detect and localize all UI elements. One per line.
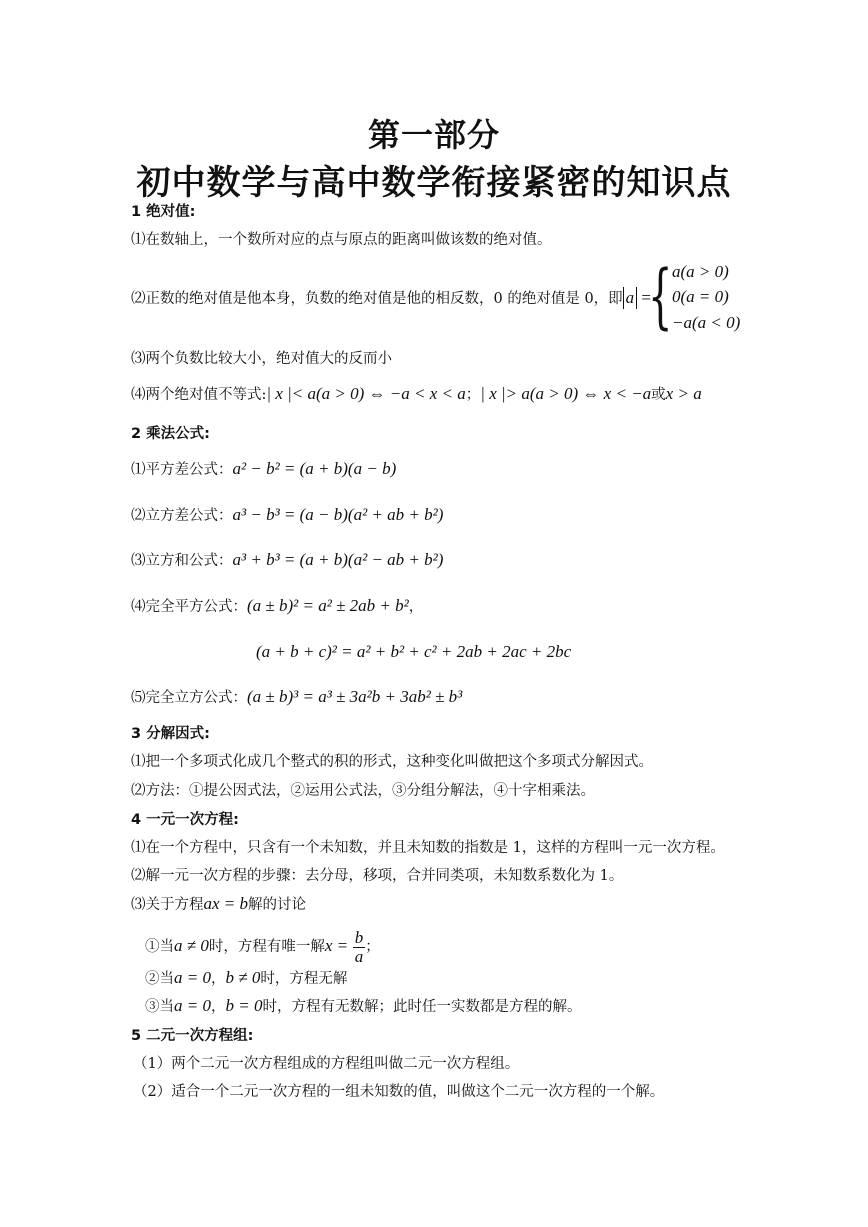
fraction-b-over-a bbox=[353, 929, 366, 966]
section-heading-linear-system: 5 二元一次方程组: bbox=[131, 1028, 254, 1044]
s4-item-2: ⑵解一元一次方程的步骤：去分母，移项，合并同类项，未知数系数化为 1。 bbox=[131, 868, 624, 884]
section-heading-linear-equation: 4 一元一次方程: bbox=[131, 812, 239, 828]
abs-a: a bbox=[623, 287, 638, 309]
s2-item-5 bbox=[131, 687, 462, 708]
s2-item-2 bbox=[131, 505, 443, 526]
s2-item-5-label: ⑸完全立方公式： bbox=[131, 690, 247, 706]
s5-item-2: （2）适合一个二元一次方程的一组未知数的值，叫做这个二元一次方程的一个解。 bbox=[133, 1084, 665, 1100]
section-heading-factorization: 3 分解因式: bbox=[131, 726, 210, 742]
s5-item-1: （1）两个二元一次方程组成的方程组叫做二元一次方程组。 bbox=[133, 1056, 520, 1072]
case-2-condition-a: a = 0 bbox=[174, 968, 211, 987]
s4-case-2 bbox=[145, 968, 347, 989]
case-3-suffix: 时，方程有无数解；此时任一实数都是方程的解。 bbox=[262, 999, 582, 1015]
comma: ， bbox=[408, 599, 424, 615]
separator: ； bbox=[465, 387, 481, 403]
case-1-prefix: ①当 bbox=[145, 939, 174, 955]
s2-item-4 bbox=[131, 596, 423, 617]
inequality-2: | x |> a(a > 0) ⇔ x < −a bbox=[480, 384, 652, 403]
case-negative: −a(a < 0) bbox=[672, 313, 741, 332]
s2-item-2-label: ⑵立方差公式： bbox=[131, 508, 233, 524]
piecewise-brace: { bbox=[648, 255, 673, 337]
page-title: 第一部分 bbox=[367, 116, 500, 154]
section-heading-multiplication: 2 乘法公式: bbox=[131, 426, 210, 442]
s2-item-3-label: ⑶立方和公式： bbox=[131, 553, 233, 569]
case-positive: a(a > 0) bbox=[672, 262, 729, 281]
s2-item-1 bbox=[131, 459, 396, 480]
perfect-cube-formula: (a ± b)³ = a³ ± 3a²b + 3ab² ± b³ bbox=[247, 687, 463, 706]
s1-item-4 bbox=[131, 384, 702, 405]
page-subtitle: 初中数学与高中数学衔接紧密的知识点 bbox=[136, 163, 732, 203]
s2-item-4-label: ⑷完全平方公式： bbox=[131, 599, 247, 615]
case-1-end: ； bbox=[365, 939, 380, 955]
case-2-prefix: ②当 bbox=[145, 971, 174, 987]
s1-item-2 bbox=[131, 287, 651, 309]
s4-item-3-suffix: 解的讨论 bbox=[248, 897, 307, 913]
difference-of-cubes-formula: a³ − b³ = (a − b)(a² + ab + b²) bbox=[232, 505, 444, 524]
s2-item-3 bbox=[131, 550, 443, 571]
s1-item-3: ⑶两个负数比较大小，绝对值大的反而小 bbox=[131, 351, 392, 367]
sum-of-cubes-formula: a³ + b³ = (a + b)(a² − ab + b²) bbox=[232, 550, 444, 569]
case-2-condition-b: b ≠ 0 bbox=[225, 968, 261, 987]
case-1-mid: 时，方程有唯一解 bbox=[208, 939, 325, 955]
difference-of-squares-formula: a² − b² = (a + b)(a − b) bbox=[232, 459, 397, 478]
fraction-denominator: a bbox=[354, 946, 364, 966]
equals-sign: = bbox=[637, 288, 652, 307]
or-word: 或 bbox=[651, 387, 666, 403]
case-3-condition-a: a = 0 bbox=[174, 996, 211, 1015]
fraction-numerator: b bbox=[354, 927, 364, 947]
s1-item-4-prefix: ⑷两个绝对值不等式: bbox=[131, 387, 267, 403]
s4-case-1 bbox=[145, 926, 380, 967]
case-3-condition-b: b = 0 bbox=[225, 996, 263, 1015]
case-zero: 0(a = 0) bbox=[672, 287, 729, 306]
s4-item-3-prefix: ⑶关于方程 bbox=[131, 897, 204, 913]
s4-item-1: ⑴在一个方程中，只含有一个未知数，并且未知数的指数是 1，这样的方程叫一元一次方程。 bbox=[131, 840, 725, 856]
equation-ax-b: ax = b bbox=[203, 894, 249, 913]
case-3-prefix: ③当 bbox=[145, 999, 174, 1015]
s2-item-4-line-2 bbox=[256, 642, 571, 663]
inequality-3: x > a bbox=[665, 384, 702, 403]
inequality-1: | x |< a(a > 0) ⇔ −a < x < a bbox=[266, 384, 466, 403]
case-3-sep: ， bbox=[210, 999, 226, 1015]
trinomial-square-formula: (a + b + c)² = a² + b² + c² + 2ab + 2ac + 2bc bbox=[256, 642, 572, 661]
perfect-square-formula: (a ± b)² = a² ± 2ab + b² bbox=[247, 596, 409, 615]
case-2-sep: ， bbox=[210, 971, 226, 987]
s3-item-2: ⑵方法：①提公因式法，②运用公式法，③分组分解法，④十字相乘法。 bbox=[131, 783, 595, 799]
case-1-condition: a ≠ 0 bbox=[174, 936, 209, 955]
s3-item-1: ⑴把一个多项式化成几个整式的积的形式，这种变化叫做把这个多项式分解因式。 bbox=[131, 754, 653, 770]
s4-case-3 bbox=[145, 996, 581, 1017]
s1-item-2-text: ⑵正数的绝对值是他本身，负数的绝对值是他的相反数，0 的绝对值是 0，即 bbox=[131, 291, 623, 307]
s4-item-3 bbox=[131, 894, 306, 915]
case-1-x: x = bbox=[324, 936, 349, 955]
case-2-suffix: 时，方程无解 bbox=[260, 971, 348, 987]
s1-item-1: ⑴在数轴上，一个数所对应的点与原点的距离叫做该数的绝对值。 bbox=[131, 232, 552, 248]
s2-item-1-label: ⑴平方差公式： bbox=[131, 462, 233, 478]
section-heading-absolute-value: 1 绝对值: bbox=[131, 204, 196, 220]
